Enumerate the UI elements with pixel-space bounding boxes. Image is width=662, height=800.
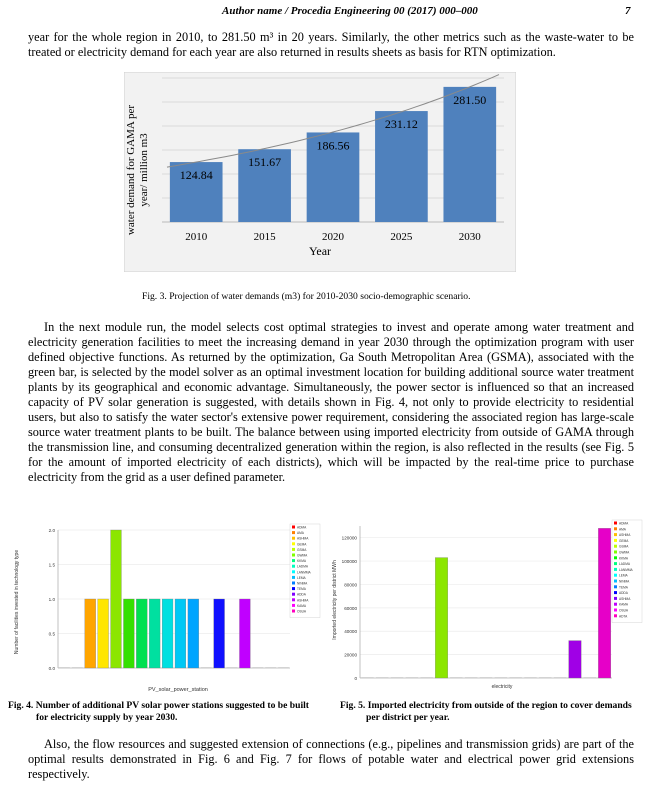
fig4-legend-swatch xyxy=(292,548,295,551)
fig5-legend-swatch xyxy=(614,597,617,600)
fig5-bar xyxy=(420,677,432,678)
fig3-y-axis-label-2: year/ million m3 xyxy=(138,133,150,207)
fig5-legend-swatch xyxy=(614,527,617,530)
fig4-chart xyxy=(8,520,326,695)
fig4-caption-line-2: for electricity supply by year 2030. xyxy=(36,712,178,723)
fig5-legend-swatch xyxy=(614,585,617,588)
fig5-legend-label: ADMA xyxy=(619,521,629,526)
fig5-legend-label: AMA xyxy=(619,527,626,532)
fig4-legend-label: ASHMA xyxy=(297,536,309,541)
fig3-data-label: 281.50 xyxy=(453,92,487,107)
fig4-y-tick-label: 0.5 xyxy=(48,631,55,637)
fig5-legend-swatch xyxy=(614,551,617,554)
fig5-y-tick-label: 120000 xyxy=(341,535,357,541)
fig4-bar xyxy=(98,599,109,668)
running-header-title: Author name / Procedia Engineering 00 (2017) 000–000 xyxy=(222,5,478,17)
fig5-legend-label: GSMA xyxy=(619,544,629,549)
fig4-bar xyxy=(252,667,263,668)
fig4-legend-swatch xyxy=(292,542,295,545)
fig5-bar xyxy=(391,677,403,678)
fig4-bar xyxy=(201,667,212,668)
fig4-bar xyxy=(123,599,134,668)
fig4-y-axis-label: Number of facilities invested in technology type xyxy=(14,549,20,655)
fig5-legend-label: ADTA xyxy=(619,614,628,619)
fig5-bar xyxy=(539,677,551,678)
fig4-legend-label: GWMA xyxy=(297,553,308,558)
fig5-legend-swatch xyxy=(614,556,617,559)
fig5-caption-line-1: Fig. 5. Imported electricity from outside of the region to cover demands xyxy=(340,700,632,711)
fig4-y-tick-label: 1.0 xyxy=(48,597,55,602)
fig5-bar xyxy=(554,677,566,678)
paragraph-2: In the next module run, the model selects cost optimal strategies to invest and operate among water treatment and electricity generation facilities to meet the increasing demand in year 2030 through the optimization program with user defined objective functions. As returned by the optimization, Ga South Metropolitan Area (GSMA), associated with the green bar, is selected by the model solver as an optimal investment location for building additional source water treatment plants by its geographical and economic advantage. Simultaneously, the power sector is influenced so that an increased capacity of PV solar generation is suggested, with details shown in Fig. 4, not only to provide electricity to residential users, but also to satisfy the water sector's extensive power requirement, considering the associated region has large-scale source water treatment plants to be built. The balance between using imported electricity from outside of GAMA through the transmission line, and consuming decentralized generation within the region, is also reflected in the results (see Fig. 5 for the amount of imported electricity of each districts), which will be impacted by the real-time price to purchase electricity from the grid as a user defined parameter. xyxy=(28,320,634,484)
fig4-legend-swatch xyxy=(292,531,295,534)
fig5-legend-label: LADMA xyxy=(619,562,630,567)
fig3-x-tick-label: 2010 xyxy=(185,231,208,243)
fig4-x-axis-label: PV_solar_power_station xyxy=(148,687,208,693)
fig4-legend-swatch xyxy=(292,526,295,529)
fig4-bar xyxy=(227,667,238,668)
fig5-legend-label: KKMA xyxy=(619,556,629,561)
fig4-legend-label: NINMA xyxy=(297,581,308,586)
fig4-bar xyxy=(265,667,276,668)
fig4-bar xyxy=(59,667,70,668)
fig4-bar xyxy=(175,599,186,668)
fig4-legend-swatch xyxy=(292,598,295,601)
fig5-legend-label: ADDA xyxy=(619,591,628,596)
fig4-bar xyxy=(278,667,289,668)
fig5-bar xyxy=(465,677,477,678)
fig4-legend-swatch xyxy=(292,576,295,579)
fig5-legend-swatch xyxy=(614,580,617,583)
fig5-legend-label: KAMA xyxy=(619,602,629,607)
fig3-y-axis-label-1: water demand for GAMA per xyxy=(125,104,137,236)
fig4-bar xyxy=(239,599,250,668)
fig5-legend-label: LEMA xyxy=(619,573,628,578)
fig5-legend-label: LANMMA xyxy=(619,567,633,572)
fig5-bar xyxy=(361,677,373,678)
fig5-x-axis-label: electricity xyxy=(491,684,513,690)
fig5-legend-label: GWMA xyxy=(619,550,630,555)
fig5-legend-swatch xyxy=(614,574,617,577)
fig4-y-tick-label: 0.0 xyxy=(48,666,55,671)
fig4-legend-label: LEMA xyxy=(297,575,306,580)
fig4-legend-label: KKMA xyxy=(297,559,307,564)
fig5-bar xyxy=(450,677,462,678)
fig5-y-tick-label: 40000 xyxy=(344,629,357,635)
fig4-bar xyxy=(188,599,199,668)
fig5-bar xyxy=(584,677,596,678)
fig5-bar xyxy=(598,528,610,678)
fig4-bar xyxy=(214,599,225,668)
fig4-legend-label: TEMA xyxy=(297,587,306,592)
fig4-y-tick-label: 2.0 xyxy=(48,528,55,533)
paragraph-1: year for the whole region in 2010, to 281.50 m³ in 20 years. Similarly, the other metrics such as the waste-water to be treated or electricity demand for each year are also returned in results sheets as basis for RTN optimization. xyxy=(28,30,634,59)
fig4-bar xyxy=(111,530,122,668)
fig5-legend-swatch xyxy=(614,562,617,565)
fig4-legend-swatch xyxy=(292,559,295,562)
fig4-legend-swatch xyxy=(292,554,295,557)
paragraph-3: Also, the flow resources and suggested extension of connections (e.g., pipelines and transmission grids) are part of the optimal results demonstrated in Fig. 6 and Fig. 7 for flows of potable water and electrical power grid extensions respectively. xyxy=(28,737,634,781)
fig5-legend-swatch xyxy=(614,609,617,612)
fig5-bar xyxy=(524,677,536,678)
fig3-x-tick-label: 2030 xyxy=(458,231,481,243)
fig5-legend-swatch xyxy=(614,614,617,617)
fig3-x-tick-label: 2015 xyxy=(253,231,276,243)
fig5-y-tick-label: 60000 xyxy=(344,605,357,611)
fig4-legend-swatch xyxy=(292,587,295,590)
fig4-legend-swatch xyxy=(292,593,295,596)
fig5-bar xyxy=(406,677,418,678)
fig3-x-tick-label: 2025 xyxy=(390,231,413,243)
fig5-y-tick-label: 20000 xyxy=(344,652,357,658)
fig5-bar xyxy=(480,677,492,678)
fig4-legend-swatch xyxy=(292,604,295,607)
fig3-data-label: 186.56 xyxy=(316,138,350,153)
fig4-legend-label: ADMA xyxy=(297,525,307,530)
fig4-legend-swatch xyxy=(292,565,295,568)
fig4-legend-label: AMA xyxy=(297,531,304,536)
fig4-legend-label: LANMMA xyxy=(297,570,311,575)
fig4-bar xyxy=(149,599,160,668)
fig5-legend-swatch xyxy=(614,545,617,548)
fig5-y-tick-label: 100000 xyxy=(341,559,357,565)
fig5-y-tick-label: 80000 xyxy=(344,582,357,588)
fig5-caption-line-2: per district per year. xyxy=(366,712,450,723)
fig5-y-tick-label: 0 xyxy=(354,676,357,681)
fig4-y-tick-label: 1.5 xyxy=(48,562,55,568)
fig3-chart xyxy=(124,72,516,272)
fig4-bar xyxy=(72,667,83,668)
fig4-legend-label: ASHMA xyxy=(297,598,309,603)
fig5-legend-label: OSUA xyxy=(619,608,629,613)
fig3-x-tick-label: 2020 xyxy=(322,231,344,243)
fig4-legend-label: KAMA xyxy=(297,603,307,608)
fig3-caption: Fig. 3. Projection of water demands (m3) for 2010-2030 socio-demographic scenario. xyxy=(142,291,471,302)
fig5-legend-label: ASHMA xyxy=(619,596,631,601)
fig5-legend-swatch xyxy=(614,591,617,594)
fig5-bar xyxy=(509,677,521,678)
fig4-legend-label: GSMA xyxy=(297,547,307,552)
fig5-bar xyxy=(376,677,388,678)
fig4-bar xyxy=(162,599,173,668)
fig5-legend-swatch xyxy=(614,539,617,542)
fig5-legend-label: GEMA xyxy=(619,538,629,543)
fig4-legend-swatch xyxy=(292,570,295,573)
fig5-chart xyxy=(330,518,650,693)
fig5-legend-label: ASHMA xyxy=(619,533,631,538)
fig3-data-label: 151.67 xyxy=(248,155,282,170)
fig5-bar xyxy=(435,558,447,678)
fig3-x-axis-label: Year xyxy=(308,244,332,258)
fig5-legend-swatch xyxy=(614,522,617,525)
fig5-legend-label: NINMA xyxy=(619,579,630,584)
fig5-bar xyxy=(495,677,507,678)
fig3-data-label: 231.12 xyxy=(384,117,418,132)
fig4-legend-swatch xyxy=(292,537,295,540)
fig5-bar xyxy=(569,641,581,678)
fig5-legend-swatch xyxy=(614,603,617,606)
page-number: 7 xyxy=(625,5,631,17)
fig4-legend-label: LADMA xyxy=(297,564,308,569)
fig4-legend-swatch xyxy=(292,582,295,585)
fig4-bar xyxy=(85,599,96,668)
fig4-legend-label: OSUA xyxy=(297,609,307,614)
fig5-legend-swatch xyxy=(614,568,617,571)
fig3-bar xyxy=(443,87,496,222)
fig5-legend-label: TEMA xyxy=(619,585,628,590)
fig4-legend-swatch xyxy=(292,610,295,613)
fig5-y-axis-label: Imported electricity per district MWh xyxy=(332,560,338,640)
fig4-bar xyxy=(136,599,147,668)
fig4-caption-line-1: Fig. 4. Number of additional PV solar power stations suggested to be built xyxy=(8,700,309,711)
fig3-data-label: 124.84 xyxy=(179,168,213,183)
fig4-legend-label: ADDA xyxy=(297,592,306,597)
fig5-legend-swatch xyxy=(614,533,617,536)
fig4-legend-label: GEMA xyxy=(297,542,307,547)
